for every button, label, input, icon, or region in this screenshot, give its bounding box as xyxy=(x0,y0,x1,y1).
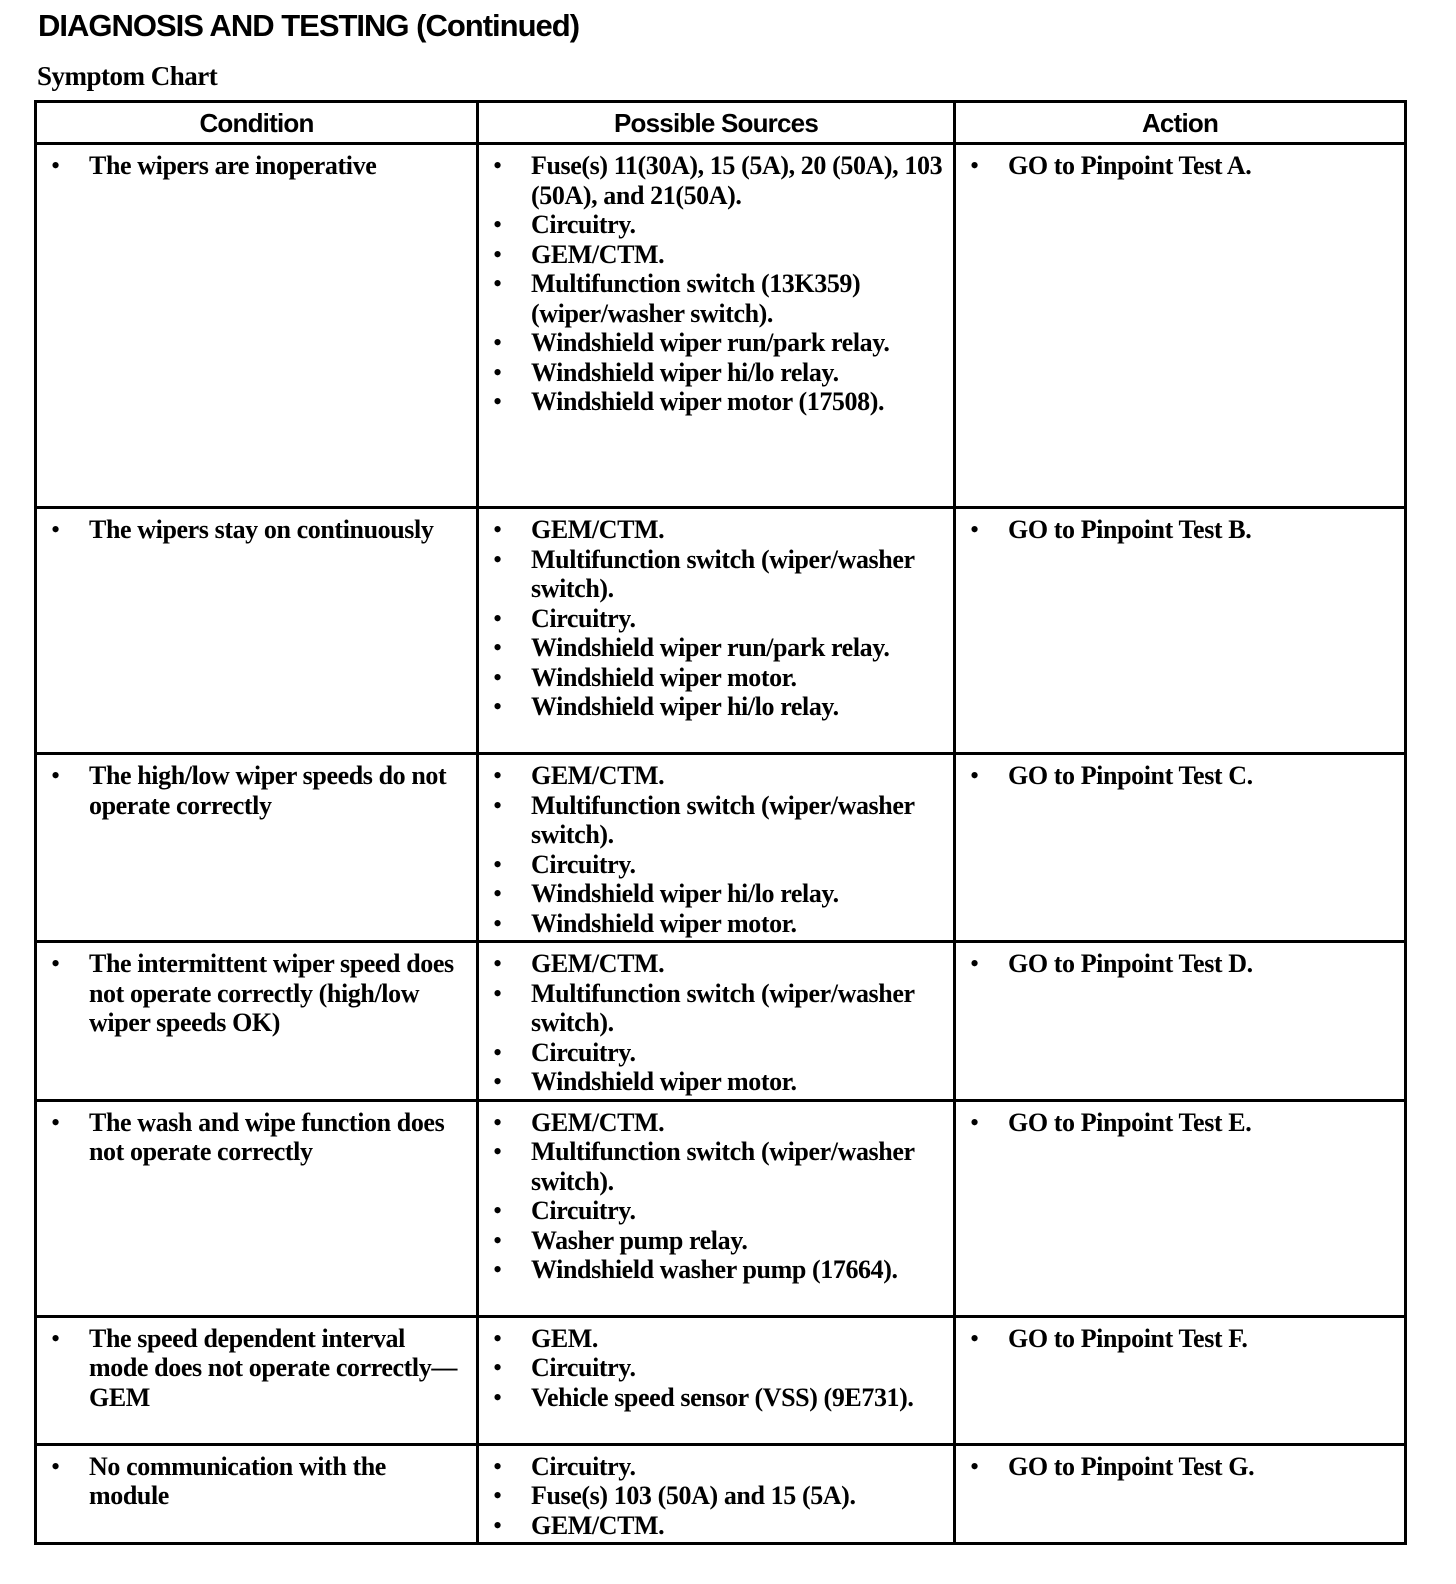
bullet-icon: • xyxy=(493,515,502,544)
source-item-list xyxy=(487,761,943,938)
source-item-text: Windshield wiper run/park relay. xyxy=(531,633,890,662)
condition-item-list xyxy=(45,1324,466,1413)
bullet-icon: • xyxy=(493,1225,502,1255)
action-item xyxy=(964,1108,1394,1138)
source-item xyxy=(487,1383,943,1413)
source-item xyxy=(487,1137,943,1196)
possible-sources-cell xyxy=(478,1100,955,1316)
condition-item xyxy=(45,761,466,820)
source-item-text: Windshield wiper motor. xyxy=(531,662,797,692)
source-item xyxy=(487,240,943,270)
condition-item-text: The wipers stay on continuously xyxy=(89,515,434,544)
bullet-icon: • xyxy=(970,761,979,790)
source-item xyxy=(487,1108,943,1138)
source-item-text: Windshield wiper motor (17508). xyxy=(531,387,885,416)
table-header-row xyxy=(36,102,1406,144)
bullet-icon: • xyxy=(493,1323,502,1353)
action-cell xyxy=(955,144,1406,508)
condition-cell xyxy=(36,1316,478,1444)
source-item-text: Multifunction switch (wiper/washer switch). xyxy=(531,1137,915,1196)
source-item-text: Circuitry. xyxy=(531,849,636,879)
action-item xyxy=(964,761,1394,791)
source-item-text: Fuse(s) 103 (50A) and 15 (5A). xyxy=(531,1481,856,1510)
bullet-icon: • xyxy=(493,1067,502,1096)
action-item-text: GO to Pinpoint Test A. xyxy=(1008,151,1252,180)
source-item xyxy=(487,387,943,417)
source-item-text: Windshield wiper hi/lo relay. xyxy=(531,879,839,908)
bullet-icon: • xyxy=(493,544,502,574)
bullet-icon: • xyxy=(493,790,502,820)
table-body xyxy=(36,144,1406,1544)
possible-sources-cell xyxy=(478,754,955,942)
source-item xyxy=(487,1067,943,1097)
condition-cell xyxy=(36,144,478,508)
bullet-icon: • xyxy=(493,879,502,908)
action-item-text: GO to Pinpoint Test C. xyxy=(1008,761,1253,790)
action-item-list xyxy=(964,1108,1394,1138)
source-item xyxy=(487,269,943,328)
source-item-list xyxy=(487,515,943,722)
source-item-text: Multifunction switch (wiper/washer switch). xyxy=(531,790,915,849)
action-cell xyxy=(955,1316,1406,1444)
action-item xyxy=(964,151,1394,181)
source-item-text: Windshield wiper motor. xyxy=(531,1067,797,1096)
bullet-icon: • xyxy=(493,1196,502,1225)
table-row xyxy=(36,508,1406,754)
source-item xyxy=(487,791,943,850)
source-item-list xyxy=(487,949,943,1097)
column-header-possible-sources: Possible Sources xyxy=(478,102,955,144)
condition-item-text: The wash and wipe function does not operate correctly xyxy=(89,1107,445,1166)
source-item-text: Windshield wiper hi/lo relay. xyxy=(531,692,839,721)
condition-item-text: No communication with the module xyxy=(89,1451,386,1510)
source-item-list xyxy=(487,1452,943,1541)
action-cell xyxy=(955,508,1406,754)
bullet-icon: • xyxy=(51,949,60,978)
condition-item-text: The intermittent wiper speed does not operate correctly (high/low wiper speeds OK) xyxy=(89,949,454,1037)
bullet-icon: • xyxy=(493,1353,502,1382)
bullet-icon: • xyxy=(493,151,502,180)
source-item xyxy=(487,850,943,880)
source-item-text: Multifunction switch (wiper/washer switch). xyxy=(531,978,915,1037)
source-item-text: GEM/CTM. xyxy=(531,761,665,790)
source-item xyxy=(487,633,943,663)
source-item-text: Circuitry. xyxy=(531,1196,636,1225)
bullet-icon: • xyxy=(51,151,60,180)
bullet-icon: • xyxy=(51,761,60,790)
bullet-icon: • xyxy=(493,1382,502,1412)
source-item-text: GEM/CTM. xyxy=(531,1510,665,1540)
bullet-icon: • xyxy=(493,357,502,387)
action-cell xyxy=(955,1444,1406,1544)
source-item xyxy=(487,949,943,979)
source-item-text: Windshield washer pump (17664). xyxy=(531,1255,898,1284)
bullet-icon: • xyxy=(493,210,502,239)
source-item xyxy=(487,1511,943,1541)
source-item xyxy=(487,761,943,791)
bullet-icon: • xyxy=(493,761,502,790)
bullet-icon: • xyxy=(493,978,502,1008)
source-item-text: Circuitry. xyxy=(531,1037,636,1067)
bullet-icon: • xyxy=(493,239,502,269)
source-item xyxy=(487,1196,943,1226)
bullet-icon: • xyxy=(493,949,502,978)
condition-item-list xyxy=(45,151,466,181)
bullet-icon: • xyxy=(493,1255,502,1284)
condition-item xyxy=(45,515,466,545)
source-item xyxy=(487,909,943,939)
source-item xyxy=(487,210,943,240)
action-item xyxy=(964,949,1394,979)
bullet-icon: • xyxy=(493,387,502,416)
action-item-text: GO to Pinpoint Test G. xyxy=(1008,1451,1255,1481)
possible-sources-cell xyxy=(478,1444,955,1544)
page-title: DIAGNOSIS AND TESTING (Continued) xyxy=(38,8,580,43)
bullet-icon: • xyxy=(970,515,979,544)
bullet-icon: • xyxy=(970,151,979,180)
condition-cell xyxy=(36,508,478,754)
source-item xyxy=(487,879,943,909)
bullet-icon: • xyxy=(493,269,502,298)
action-item-list xyxy=(964,151,1394,181)
bullet-icon: • xyxy=(493,328,502,357)
source-item-text: GEM. xyxy=(531,1323,599,1353)
condition-item xyxy=(45,1108,466,1167)
source-item-text: Windshield wiper hi/lo relay. xyxy=(531,357,839,387)
source-item xyxy=(487,1481,943,1511)
bullet-icon: • xyxy=(493,662,502,692)
source-item-text: Vehicle speed sensor (VSS) (9E731). xyxy=(531,1382,914,1412)
bullet-icon: • xyxy=(51,1451,60,1481)
action-item xyxy=(964,1324,1394,1354)
table-row xyxy=(36,1444,1406,1544)
source-item-text: Windshield wiper run/park relay. xyxy=(531,328,890,357)
condition-item-text: The high/low wiper speeds do not operate correctly xyxy=(89,761,447,820)
bullet-icon: • xyxy=(493,1107,502,1137)
action-item-text: GO to Pinpoint Test D. xyxy=(1008,949,1253,978)
source-item-text: GEM/CTM. xyxy=(531,1107,665,1137)
action-item-text: GO to Pinpoint Test F. xyxy=(1008,1323,1248,1353)
bullet-icon: • xyxy=(970,1107,979,1137)
bullet-icon: • xyxy=(493,1481,502,1510)
possible-sources-cell xyxy=(478,942,955,1101)
table-row xyxy=(36,754,1406,942)
source-item xyxy=(487,1255,943,1285)
bullet-icon: • xyxy=(970,949,979,978)
action-item xyxy=(964,1452,1394,1482)
condition-item xyxy=(45,1452,466,1511)
condition-item-list xyxy=(45,1452,466,1511)
action-item-text: GO to Pinpoint Test E. xyxy=(1008,1107,1252,1137)
table-row xyxy=(36,942,1406,1101)
column-header-action: Action xyxy=(955,102,1406,144)
source-item xyxy=(487,1038,943,1068)
possible-sources-cell xyxy=(478,144,955,508)
condition-cell xyxy=(36,942,478,1101)
source-item xyxy=(487,545,943,604)
source-item-text: GEM/CTM. xyxy=(531,515,665,544)
column-header-condition: Condition xyxy=(36,102,478,144)
condition-item-list xyxy=(45,949,466,1038)
condition-item-text: The speed dependent interval mode does not operate correctly—GEM xyxy=(89,1323,457,1412)
source-item xyxy=(487,692,943,722)
source-item-text: Washer pump relay. xyxy=(531,1225,748,1255)
condition-item-list xyxy=(45,761,466,820)
bullet-icon: • xyxy=(51,1107,60,1137)
source-item-text: Circuitry. xyxy=(531,1451,636,1481)
source-item-text: Circuitry. xyxy=(531,1353,636,1382)
source-item xyxy=(487,1226,943,1256)
table-row xyxy=(36,144,1406,508)
source-item-text: Circuitry. xyxy=(531,603,636,633)
source-item xyxy=(487,358,943,388)
source-item-text: Multifunction switch (wiper/washer switch). xyxy=(531,544,915,603)
source-item xyxy=(487,515,943,545)
bullet-icon: • xyxy=(493,1451,502,1481)
source-item xyxy=(487,979,943,1038)
table-row xyxy=(36,1316,1406,1444)
bullet-icon: • xyxy=(493,692,502,721)
bullet-icon: • xyxy=(493,1037,502,1067)
condition-item xyxy=(45,1324,466,1413)
source-item xyxy=(487,328,943,358)
source-item-text: GEM/CTM. xyxy=(531,239,665,269)
action-item-list xyxy=(964,1452,1394,1482)
action-item xyxy=(964,515,1394,545)
source-item xyxy=(487,663,943,693)
bullet-icon: • xyxy=(493,908,502,938)
condition-item xyxy=(45,949,466,1038)
table-row xyxy=(36,1100,1406,1316)
symptom-chart-table xyxy=(34,100,1407,1545)
source-item xyxy=(487,1324,943,1354)
bullet-icon: • xyxy=(51,1323,60,1353)
bullet-icon: • xyxy=(493,1510,502,1540)
source-item xyxy=(487,151,943,210)
action-cell xyxy=(955,1100,1406,1316)
action-item-text: GO to Pinpoint Test B. xyxy=(1008,515,1252,544)
possible-sources-cell xyxy=(478,1316,955,1444)
condition-item-text: The wipers are inoperative xyxy=(89,151,377,180)
bullet-icon: • xyxy=(51,515,60,544)
action-item-list xyxy=(964,761,1394,791)
bullet-icon: • xyxy=(493,849,502,879)
action-item-list xyxy=(964,515,1394,545)
source-item-list xyxy=(487,151,943,417)
source-item-list xyxy=(487,1108,943,1285)
bullet-icon: • xyxy=(493,603,502,633)
bullet-icon: • xyxy=(970,1323,979,1353)
action-cell xyxy=(955,754,1406,942)
source-item-text: GEM/CTM. xyxy=(531,949,665,978)
bullet-icon: • xyxy=(493,633,502,662)
bullet-icon: • xyxy=(493,1137,502,1166)
condition-cell xyxy=(36,754,478,942)
condition-item-list xyxy=(45,515,466,545)
action-cell xyxy=(955,942,1406,1101)
section-title: Symptom Chart xyxy=(37,61,218,91)
source-item-text: Multifunction switch (13K359) (wiper/washer switch). xyxy=(531,269,861,328)
action-item-list xyxy=(964,949,1394,979)
bullet-icon: • xyxy=(970,1451,979,1481)
source-item xyxy=(487,604,943,634)
source-item-text: Fuse(s) 11(30A), 15 (5A), 20 (50A), 103 (50A), and 21(50A). xyxy=(531,151,943,210)
source-item xyxy=(487,1452,943,1482)
source-item xyxy=(487,1353,943,1383)
source-item-list xyxy=(487,1324,943,1413)
action-item-list xyxy=(964,1324,1394,1354)
possible-sources-cell xyxy=(478,508,955,754)
condition-cell xyxy=(36,1100,478,1316)
source-item-text: Circuitry. xyxy=(531,210,636,239)
condition-cell xyxy=(36,1444,478,1544)
condition-item-list xyxy=(45,1108,466,1167)
source-item-text: Windshield wiper motor. xyxy=(531,908,797,938)
condition-item xyxy=(45,151,466,181)
